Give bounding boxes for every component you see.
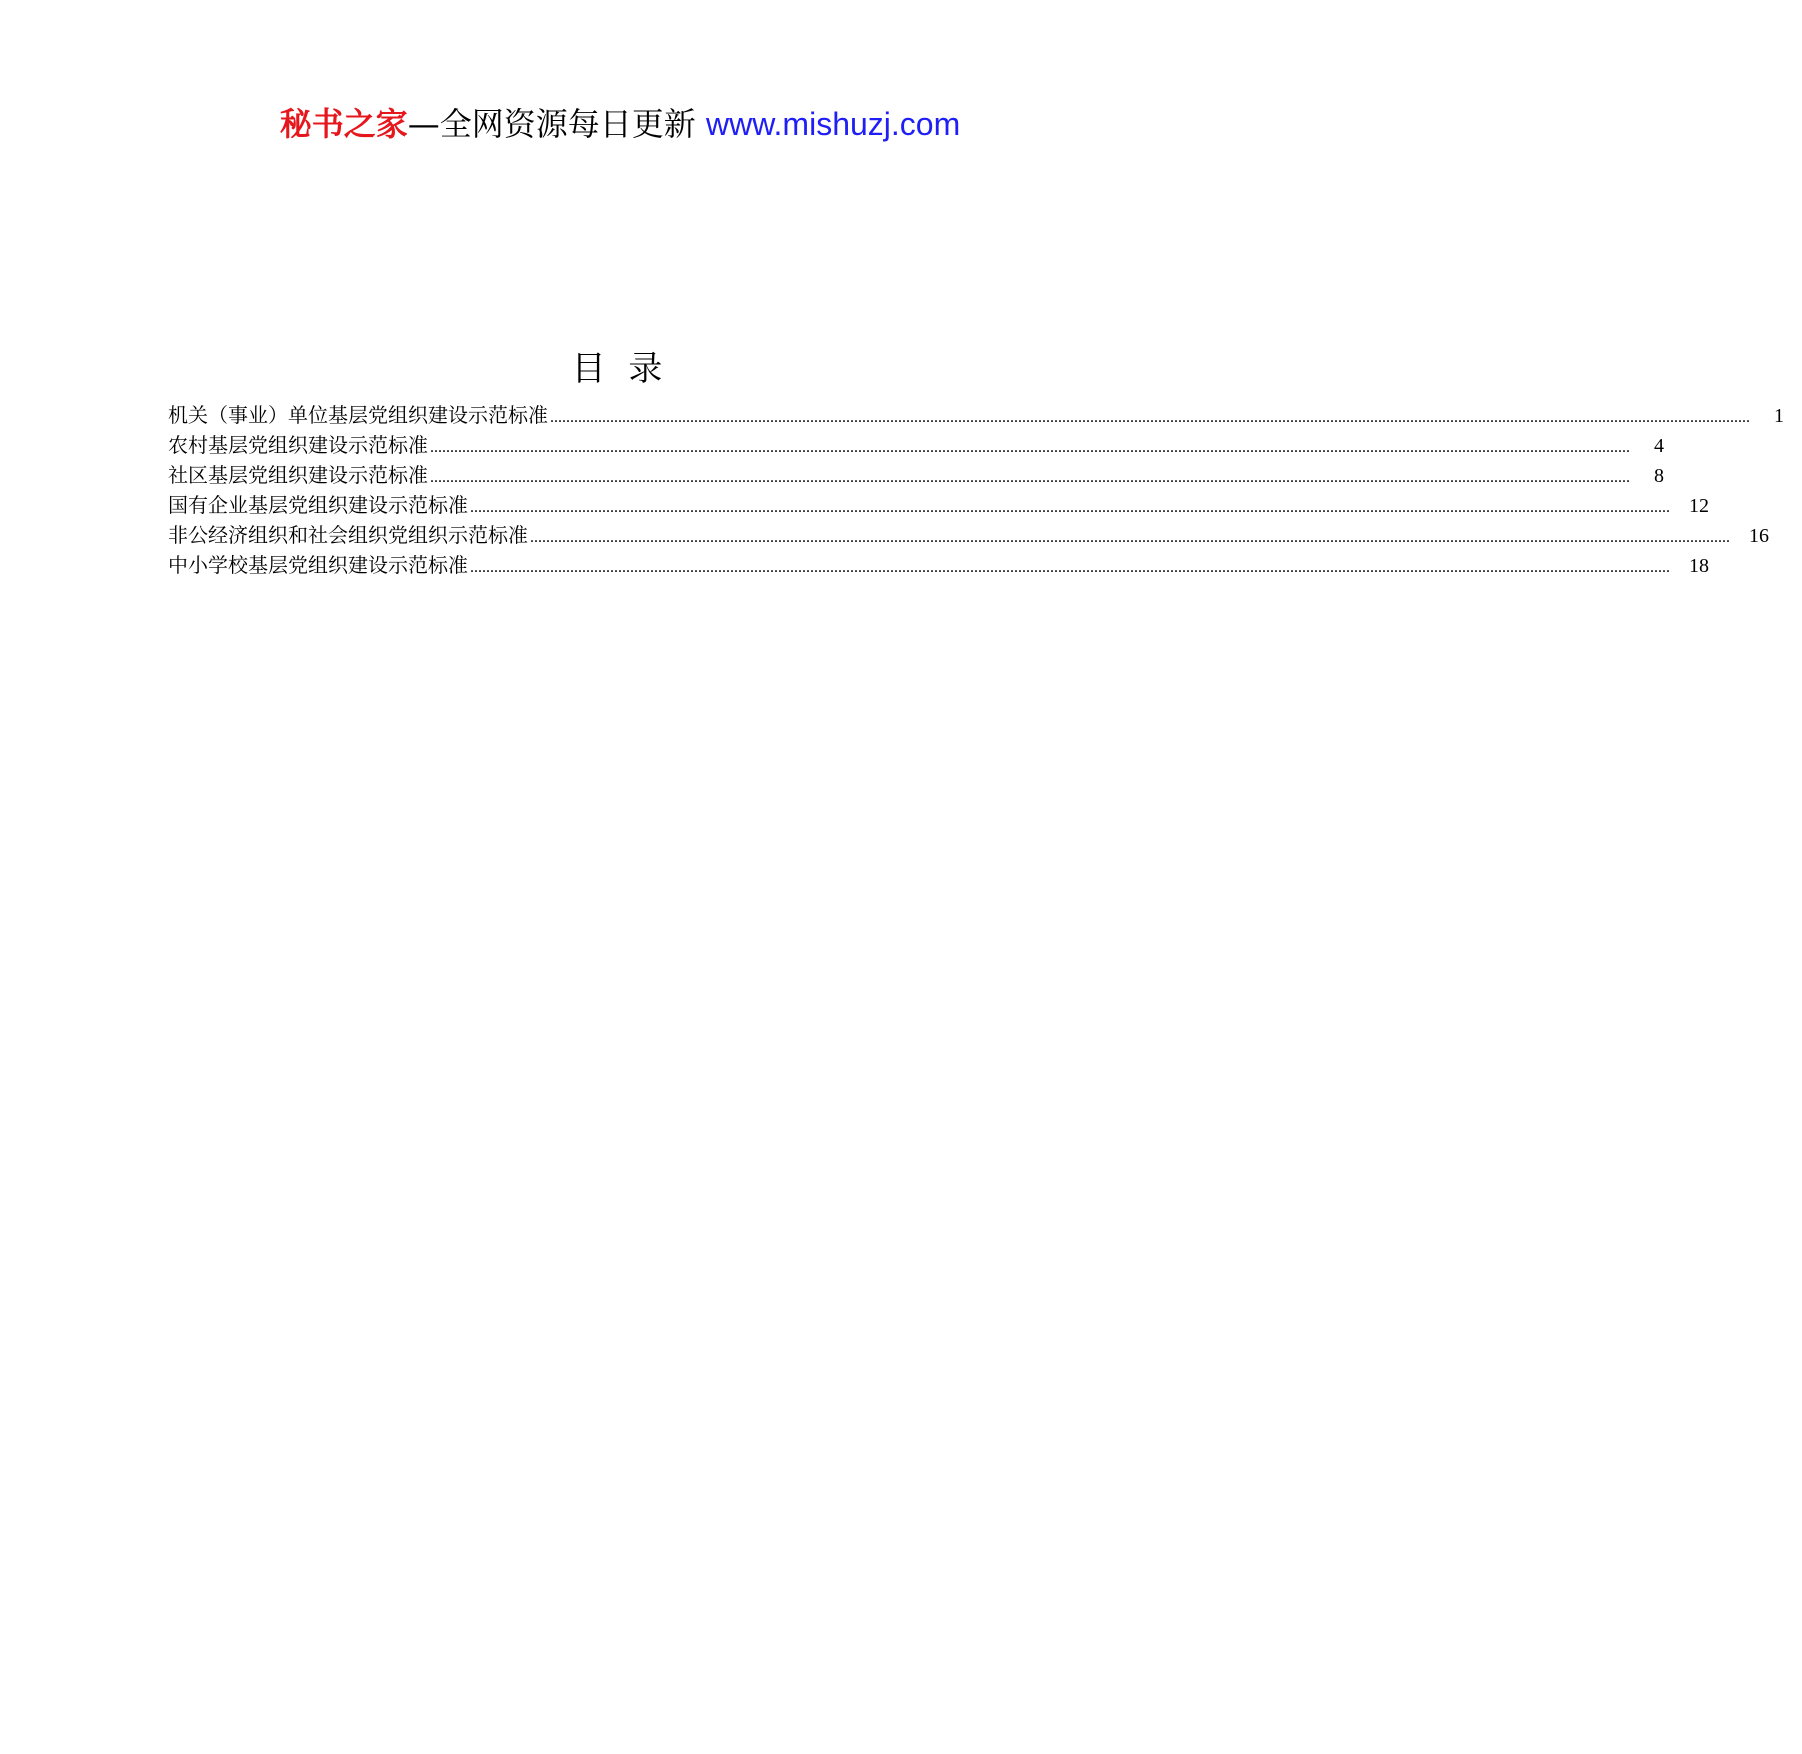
toc-entry-label: 非公经济组织和社会组织党组织示范标准: [168, 523, 528, 547]
toc-entry-label: 国有企业基层党组织建设示范标准: [168, 493, 468, 517]
toc-dot-leader: ............................................................................................................................................................................................................................................................................................................: [430, 439, 1630, 456]
toc-dot-leader: ............................................................................................................................................................................................................................................................................................................: [530, 529, 1730, 546]
banner-slogan: —全网资源每日更新: [407, 105, 696, 143]
toc-entry[interactable]: [168, 520, 1769, 550]
toc-entry-label: 社区基层党组织建设示范标准: [168, 463, 428, 487]
toc-entry-page: 18: [1689, 555, 1709, 577]
site-banner: [0, 100, 1240, 148]
site-url-link[interactable]: www.mishuzj.com: [705, 106, 961, 142]
toc-entry-page: 1: [1774, 405, 1784, 427]
toc-dot-leader: ............................................................................................................................................................................................................................................................................................................: [470, 559, 1670, 576]
toc-entry-page: 8: [1654, 465, 1664, 487]
toc-entry[interactable]: [168, 430, 1664, 460]
toc-entry[interactable]: [168, 490, 1709, 520]
table-of-contents: [168, 400, 1784, 580]
toc-entry[interactable]: [168, 550, 1709, 580]
toc-entry-page: 16: [1749, 525, 1769, 547]
toc-entry-label: 中小学校基层党组织建设示范标准: [168, 553, 468, 577]
brand-name: 秘书之家: [279, 105, 408, 143]
toc-entry-label: 机关（事业）单位基层党组织建设示范标准: [168, 403, 548, 427]
toc-entry-label: 农村基层党组织建设示范标准: [168, 433, 428, 457]
toc-entry-page: 12: [1689, 495, 1709, 517]
toc-dot-leader: ............................................................................................................................................................................................................................................................................................................: [470, 499, 1670, 516]
toc-entry[interactable]: [168, 400, 1784, 430]
toc-dot-leader: ............................................................................................................................................................................................................................................................................................................: [430, 469, 1630, 486]
toc-dot-leader: ............................................................................................................................................................................................................................................................................................................: [550, 409, 1750, 426]
toc-title: 目 录: [571, 349, 669, 389]
toc-entry[interactable]: [168, 460, 1664, 490]
toc-entry-page: 4: [1654, 435, 1664, 457]
